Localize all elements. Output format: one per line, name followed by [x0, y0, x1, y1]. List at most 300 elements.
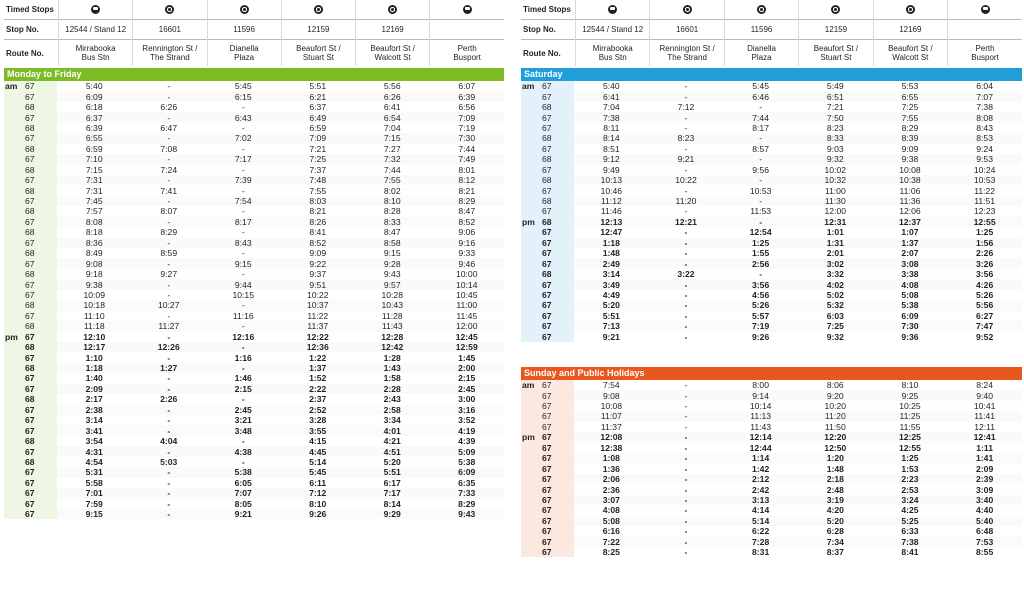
route-number: 68: [536, 217, 574, 227]
departure-time: 6:56: [458, 102, 476, 113]
departure-time: 5:20: [383, 456, 401, 467]
weekday-panel: [4, 0, 504, 519]
departure-time: -: [684, 227, 688, 238]
departure-time: 2:15: [234, 383, 252, 394]
departure-time: 2:26: [160, 394, 178, 405]
timed-stops-label: Timed Stops: [521, 0, 576, 20]
period-label: [4, 258, 19, 268]
departure-time: -: [684, 505, 688, 516]
period-label: am: [522, 81, 535, 92]
departure-time: 6:09: [85, 91, 103, 102]
period-label: [4, 436, 19, 446]
departure-time: 7:53: [976, 536, 994, 547]
route-number: 68: [19, 165, 57, 175]
departure-time: 2:22: [309, 383, 327, 394]
route-number: 67: [536, 484, 574, 494]
departure-time: 9:08: [85, 258, 103, 269]
departure-time: 8:08: [85, 216, 103, 227]
departure-time: 1:40: [85, 373, 103, 384]
departure-time: 8:21: [458, 185, 476, 196]
stop-icon-cell: [281, 0, 355, 20]
departure-time: 9:43: [383, 269, 401, 280]
departure-time: 12:14: [749, 432, 772, 443]
route-number: 67: [19, 509, 57, 519]
departure-time: 3:24: [901, 494, 919, 505]
departure-time: 10:38: [899, 175, 921, 186]
timetable-row: [4, 446, 504, 456]
departure-time: 11:13: [750, 411, 772, 422]
departure-time: 12:26: [157, 342, 180, 353]
route-number: 68: [536, 175, 574, 185]
stop-name: Perth Busport: [430, 40, 504, 67]
route-number: 67: [19, 258, 57, 268]
section-title-saturday: Saturday: [521, 68, 1022, 81]
period-label: [4, 112, 19, 122]
period-label: [4, 227, 19, 237]
departure-time: -: [167, 383, 171, 394]
departure-time: 8:29: [458, 498, 476, 509]
departure-time: -: [684, 536, 688, 547]
departure-time: 9:38: [85, 279, 103, 290]
departure-time: 10:46: [600, 185, 623, 196]
departure-time: -: [167, 112, 171, 123]
departure-time: 6:41: [383, 102, 401, 113]
route-number: 67: [19, 499, 57, 509]
departure-time: 5:08: [901, 289, 919, 300]
departure-time: 2:56: [752, 258, 770, 269]
departure-time: -: [167, 425, 171, 436]
period-label: [4, 206, 19, 216]
departure-time: 7:25: [826, 321, 844, 332]
route-number: 67: [536, 495, 574, 505]
departure-time: 12:28: [381, 331, 404, 342]
departure-time: 2:58: [383, 404, 401, 415]
departure-time: 10:14: [455, 279, 478, 290]
period-label: [4, 352, 19, 362]
departure-time: 7:17: [234, 154, 252, 165]
departure-time: 12:37: [898, 216, 921, 227]
route-number: 67: [536, 144, 574, 154]
departure-time: 5:38: [901, 300, 919, 311]
departure-time: 7:55: [901, 112, 919, 123]
stop-no-label: Stop No.: [4, 20, 59, 40]
period-label: [4, 373, 19, 383]
stop-icon-cell: [724, 0, 798, 20]
departure-time: 6:49: [309, 112, 327, 123]
departure-time: 12:00: [824, 206, 847, 217]
period-label: [4, 102, 19, 112]
departure-time: 5:38: [458, 456, 476, 467]
departure-time: 8:52: [458, 216, 476, 227]
departure-time: 6:39: [85, 122, 103, 133]
route-number: 67: [19, 384, 57, 394]
route-number: 67: [19, 373, 57, 383]
departure-time: -: [167, 373, 171, 384]
departure-time: 8:33: [383, 216, 401, 227]
departure-time: 8:53: [976, 133, 993, 144]
departure-time: 9:52: [976, 331, 994, 342]
departure-time: 5:14: [309, 456, 327, 467]
departure-time: 8:52: [309, 237, 327, 248]
departure-time: 9:40: [976, 390, 993, 401]
departure-time: 7:41: [160, 185, 178, 196]
departure-time: 4:08: [901, 279, 919, 290]
departure-time: 7:13: [602, 321, 620, 332]
period-label: [4, 165, 19, 175]
departure-time: 12:23: [973, 206, 996, 217]
departure-time: 8:43: [234, 237, 252, 248]
period-label: [4, 478, 19, 488]
route-number: 67: [536, 537, 574, 547]
timetable-row: [521, 463, 1022, 473]
timetable-row: [521, 217, 1022, 227]
departure-time: 7:15: [85, 164, 103, 175]
route-number: 68: [536, 269, 574, 279]
departure-time: 1:36: [602, 463, 620, 474]
departure-time: 6:17: [383, 477, 401, 488]
departure-time: 1:14: [752, 453, 770, 464]
departure-time: 7:19: [752, 321, 770, 332]
route-number: 67: [536, 112, 574, 122]
departure-time: 9:26: [752, 331, 770, 342]
departure-time: 7:12: [677, 102, 695, 113]
departure-time: 8:49: [85, 248, 103, 259]
timetable-saturday: [521, 81, 1022, 342]
departure-time: 8:24: [976, 380, 993, 391]
departure-time: 2:00: [458, 363, 476, 374]
stop-icon-cell: [799, 0, 873, 20]
departure-time: 9:14: [752, 390, 769, 401]
departure-time: 9:15: [234, 258, 252, 269]
departure-time: 3:28: [309, 415, 327, 426]
route-number: 68: [536, 196, 574, 206]
timetable-row: [521, 81, 1022, 91]
stop-icon-cell: [356, 0, 430, 20]
bus-station-icon: [981, 5, 990, 14]
route-number: 68: [536, 154, 574, 164]
timetable-row: [4, 332, 504, 342]
period-label: [4, 300, 19, 310]
stop-name: Perth Busport: [948, 40, 1022, 67]
period-label: am: [5, 81, 18, 92]
departure-time: 4:20: [826, 505, 844, 516]
departure-time: 12:10: [83, 331, 106, 342]
departure-time: 3:02: [826, 258, 844, 269]
departure-time: 11:20: [675, 196, 697, 207]
departure-time: 5:20: [602, 300, 620, 311]
route-number: 67: [536, 463, 574, 473]
departure-time: -: [241, 206, 245, 217]
route-number: 67: [536, 505, 574, 515]
departure-time: 11:16: [232, 310, 254, 321]
departure-time: -: [167, 331, 171, 342]
departure-time: 1:31: [826, 237, 844, 248]
route-number: 68: [19, 269, 57, 279]
departure-time: 3:16: [458, 404, 476, 415]
route-number: 67: [536, 321, 574, 331]
departure-time: 1:37: [309, 363, 327, 374]
departure-time: 5:31: [85, 467, 103, 478]
timetable-row: [4, 133, 504, 143]
departure-time: 7:31: [85, 185, 103, 196]
departure-time: 11:30: [824, 196, 846, 207]
timetable-row: [4, 499, 504, 509]
departure-time: 1:42: [752, 463, 770, 474]
departure-time: -: [759, 154, 763, 165]
departure-time: 6:59: [309, 122, 327, 133]
departure-time: 1:28: [383, 352, 401, 363]
departure-time: 2:01: [826, 248, 844, 259]
departure-time: 10:53: [973, 175, 996, 186]
timetable-row: [4, 363, 504, 373]
timetable-row: [4, 300, 504, 310]
departure-time: 11:43: [750, 421, 772, 432]
period-label: [521, 422, 536, 432]
departure-time: 8:07: [160, 206, 178, 217]
departure-time: -: [684, 112, 688, 123]
period-label: [4, 488, 19, 498]
departure-time: -: [167, 91, 171, 102]
departure-time: 11:50: [824, 421, 846, 432]
period-label: [521, 248, 536, 258]
departure-time: 4:19: [458, 425, 476, 436]
departure-time: 5:56: [383, 81, 401, 92]
departure-time: 1:10: [85, 352, 103, 363]
departure-time: 7:04: [602, 102, 620, 113]
route-number: 67: [536, 185, 574, 195]
timetable-row: [521, 258, 1022, 268]
departure-time: 11:07: [600, 411, 622, 422]
period-label: [4, 509, 19, 519]
departure-time: 2:28: [383, 383, 401, 394]
departure-time: 8:51: [602, 143, 620, 154]
departure-time: 5:57: [752, 310, 770, 321]
departure-time: 6:15: [234, 91, 252, 102]
departure-time: 4:02: [826, 279, 844, 290]
route-number: 67: [19, 81, 57, 91]
departure-time: 1:16: [234, 352, 252, 363]
route-number: 67: [19, 133, 57, 143]
period-label: [4, 446, 19, 456]
departure-time: 6:55: [901, 91, 919, 102]
timetable-row: [521, 206, 1022, 216]
departure-time: -: [241, 436, 245, 447]
departure-time: 8:37: [826, 547, 844, 558]
departure-time: 8:47: [458, 206, 476, 217]
departure-time: 6:09: [901, 310, 919, 321]
departure-time: 6:16: [602, 526, 620, 537]
route-number: 67: [536, 474, 574, 484]
departure-time: 5:09: [458, 446, 476, 457]
departure-time: 7:01: [85, 488, 103, 499]
timetable-row: [4, 279, 504, 289]
period-label: [521, 495, 536, 505]
route-number: 67: [19, 311, 57, 321]
departure-time: -: [167, 498, 171, 509]
period-label: [521, 300, 536, 310]
departure-time: 9:03: [826, 143, 844, 154]
departure-time: 1:20: [826, 453, 844, 464]
route-number: 68: [19, 321, 57, 331]
timetable-row: [4, 415, 504, 425]
departure-time: 3:34: [383, 415, 401, 426]
departure-time: 7:30: [901, 321, 919, 332]
departure-time: 9:09: [901, 143, 919, 154]
departure-time: 6:07: [458, 81, 476, 92]
departure-time: 10:14: [749, 401, 772, 412]
departure-time: 5:45: [309, 467, 327, 478]
period-label: [521, 526, 536, 536]
departure-time: 2:48: [826, 484, 844, 495]
timetable-row: [4, 478, 504, 488]
departure-time: 2:38: [85, 404, 103, 415]
departure-time: 3:08: [901, 258, 919, 269]
departure-time: -: [684, 463, 688, 474]
departure-time: 1:25: [752, 237, 770, 248]
period-label: [521, 311, 536, 321]
departure-time: 7:44: [383, 164, 401, 175]
timetable-row: [521, 537, 1022, 547]
departure-time: 9:44: [234, 279, 252, 290]
departure-time: 9:56: [752, 164, 769, 175]
route-number: 67: [536, 91, 574, 101]
route-number: 67: [536, 516, 574, 526]
route-number: 68: [19, 123, 57, 133]
route-number: 68: [19, 342, 57, 352]
departure-time: 3:13: [752, 494, 770, 505]
departure-time: -: [167, 154, 171, 165]
departure-time: 7:15: [383, 133, 401, 144]
departure-time: 8:06: [826, 380, 844, 391]
stop-header: [4, 0, 504, 66]
departure-time: 12:08: [600, 432, 623, 443]
departure-time: 1:08: [602, 453, 620, 464]
route-number: 67: [19, 478, 57, 488]
route-number: 67: [536, 206, 574, 216]
departure-time: -: [684, 237, 688, 248]
departure-time: 7:45: [85, 196, 103, 207]
departure-time: 5:26: [752, 300, 770, 311]
stop-number: 11596: [724, 20, 798, 40]
departure-time: 5:51: [602, 310, 620, 321]
period-label: [521, 175, 536, 185]
departure-time: -: [167, 404, 171, 415]
departure-time: 10:37: [306, 300, 329, 311]
departure-time: 1:01: [826, 227, 844, 238]
departure-time: 5:40: [602, 81, 620, 92]
timetable-row: [521, 165, 1022, 175]
departure-time: 7:10: [85, 154, 103, 165]
stop-no-label: Stop No.: [521, 20, 576, 40]
departure-time: 8:17: [752, 122, 769, 133]
departure-time: 11:12: [600, 196, 622, 207]
route-number: 67: [19, 238, 57, 248]
period-label: [4, 238, 19, 248]
stop-name: Mirrabooka Bus Stn: [576, 40, 650, 67]
departure-time: 8:47: [383, 227, 401, 238]
departure-time: 8:31: [752, 547, 770, 558]
departure-time: -: [167, 509, 171, 520]
departure-time: 7:44: [458, 143, 476, 154]
departure-time: 10:18: [83, 300, 105, 311]
period-label: [521, 547, 536, 557]
route-number: 68: [19, 394, 57, 404]
departure-time: 1:07: [901, 227, 919, 238]
departure-time: 9:32: [826, 331, 844, 342]
stop-icon-cell: [948, 0, 1022, 20]
departure-time: 11:37: [307, 321, 329, 332]
period-label: [521, 411, 536, 421]
departure-time: -: [167, 467, 171, 478]
period-label: [4, 123, 19, 133]
departure-time: 3:19: [826, 494, 844, 505]
departure-time: 5:45: [752, 81, 769, 92]
departure-time: -: [167, 310, 171, 321]
timed-stop-icon: [831, 5, 840, 14]
departure-time: 7:38: [901, 536, 919, 547]
period-label: [521, 185, 536, 195]
timetable-row: [521, 133, 1022, 143]
departure-time: 12:55: [898, 442, 921, 453]
period-label: [521, 154, 536, 164]
departure-time: 7:32: [383, 154, 401, 165]
timetable-row: [4, 373, 504, 383]
departure-time: -: [241, 300, 245, 311]
departure-time: 5:38: [234, 467, 252, 478]
departure-time: 11:22: [307, 310, 329, 321]
departure-time: 12:22: [306, 331, 329, 342]
departure-time: 8:12: [458, 175, 476, 186]
period-label: [521, 269, 536, 279]
departure-time: 8:43: [976, 122, 993, 133]
departure-time: 7:17: [383, 488, 401, 499]
timetable-row: [4, 269, 504, 279]
stop-number: [430, 20, 504, 40]
departure-time: 6:51: [826, 91, 844, 102]
departure-time: 6:59: [85, 143, 103, 154]
timetable-row: [521, 453, 1022, 463]
departure-time: 7:49: [458, 154, 476, 165]
departure-time: 8:21: [309, 206, 327, 217]
departure-time: 3:09: [976, 484, 994, 495]
departure-time: 8:01: [458, 164, 476, 175]
departure-time: -: [684, 206, 688, 217]
timetable-row: [4, 238, 504, 248]
period-label: [521, 123, 536, 133]
departure-time: -: [759, 175, 763, 186]
departure-time: 11:53: [750, 206, 772, 217]
departure-time: 9:22: [309, 258, 327, 269]
departure-time: 4:08: [602, 505, 620, 516]
departure-time: 7:09: [458, 112, 476, 123]
departure-time: 4:51: [383, 446, 401, 457]
departure-time: 6:37: [85, 112, 103, 123]
departure-time: 4:15: [309, 436, 327, 447]
period-label: [4, 91, 19, 101]
departure-time: 4:26: [976, 279, 994, 290]
departure-time: 11:43: [381, 321, 403, 332]
departure-time: -: [684, 453, 688, 464]
departure-time: 3:26: [976, 258, 994, 269]
stop-name: Dianella Plaza: [207, 40, 281, 67]
route-number: 67: [19, 425, 57, 435]
route-number: 68: [19, 457, 57, 467]
departure-time: 10:32: [824, 175, 847, 186]
departure-time: 5:45: [234, 81, 252, 92]
period-label: [4, 425, 19, 435]
departure-time: 11:41: [974, 411, 996, 422]
timetable-row: [4, 311, 504, 321]
